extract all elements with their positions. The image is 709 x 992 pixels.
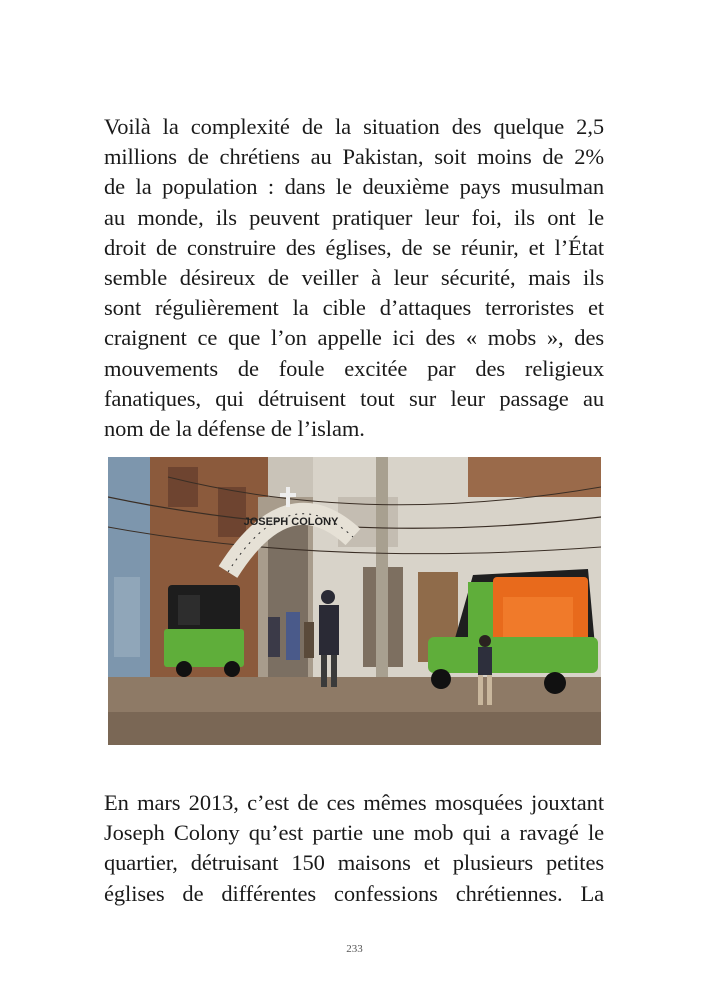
- arch-sign-text: JOSEPH COLONY: [243, 516, 339, 528]
- power-pole: [376, 457, 388, 687]
- paragraph-line: craignent ce que l’on appelle ici des « mobs », des: [104, 325, 604, 351]
- paragraph-line: de la population : dans le deuxième pays musulman: [104, 174, 604, 200]
- paragraph-line: nom de la défense de l’islam.: [104, 416, 365, 442]
- paragraph-line: sont régulièrement la cible d’attaques terroristes et: [104, 295, 604, 321]
- paragraph-line: droit de construire des églises, de se réunir, et l’État: [104, 234, 604, 260]
- rickshaw-left: [164, 585, 244, 677]
- paragraph-line: églises de différentes confessions chrétiennes. La: [104, 880, 604, 906]
- paragraph-2: [104, 788, 604, 909]
- street-scene-illustration: [108, 457, 601, 745]
- street-photo: [108, 457, 601, 745]
- paragraph-line: semble désireux de veiller à leur sécurité, mais ils: [104, 265, 604, 291]
- paragraph-line: Joseph Colony qu’est partie une mob qui a ravagé le: [104, 820, 604, 846]
- paragraph-line: fanatiques, qui détruisent tout sur leur passage au: [104, 385, 604, 411]
- paragraph-line: En mars 2013, c’est de ces mêmes mosquées jouxtant: [104, 790, 604, 815]
- page-number: 233: [346, 943, 363, 955]
- paragraph-line: mouvements de foule excitée par des religieux: [104, 355, 604, 381]
- paragraph-line: au monde, ils peuvent pratiquer leur foi, ils ont le: [104, 204, 604, 230]
- paragraph-line: quartier, détruisant 150 maisons et plusieurs petites: [104, 850, 604, 876]
- paragraph-line: Voilà la complexité de la situation des quelque 2,5: [104, 114, 604, 139]
- paragraph-1: [104, 112, 604, 444]
- paragraph-line: millions de chrétiens au Pakistan, soit moins de 2%: [104, 144, 604, 170]
